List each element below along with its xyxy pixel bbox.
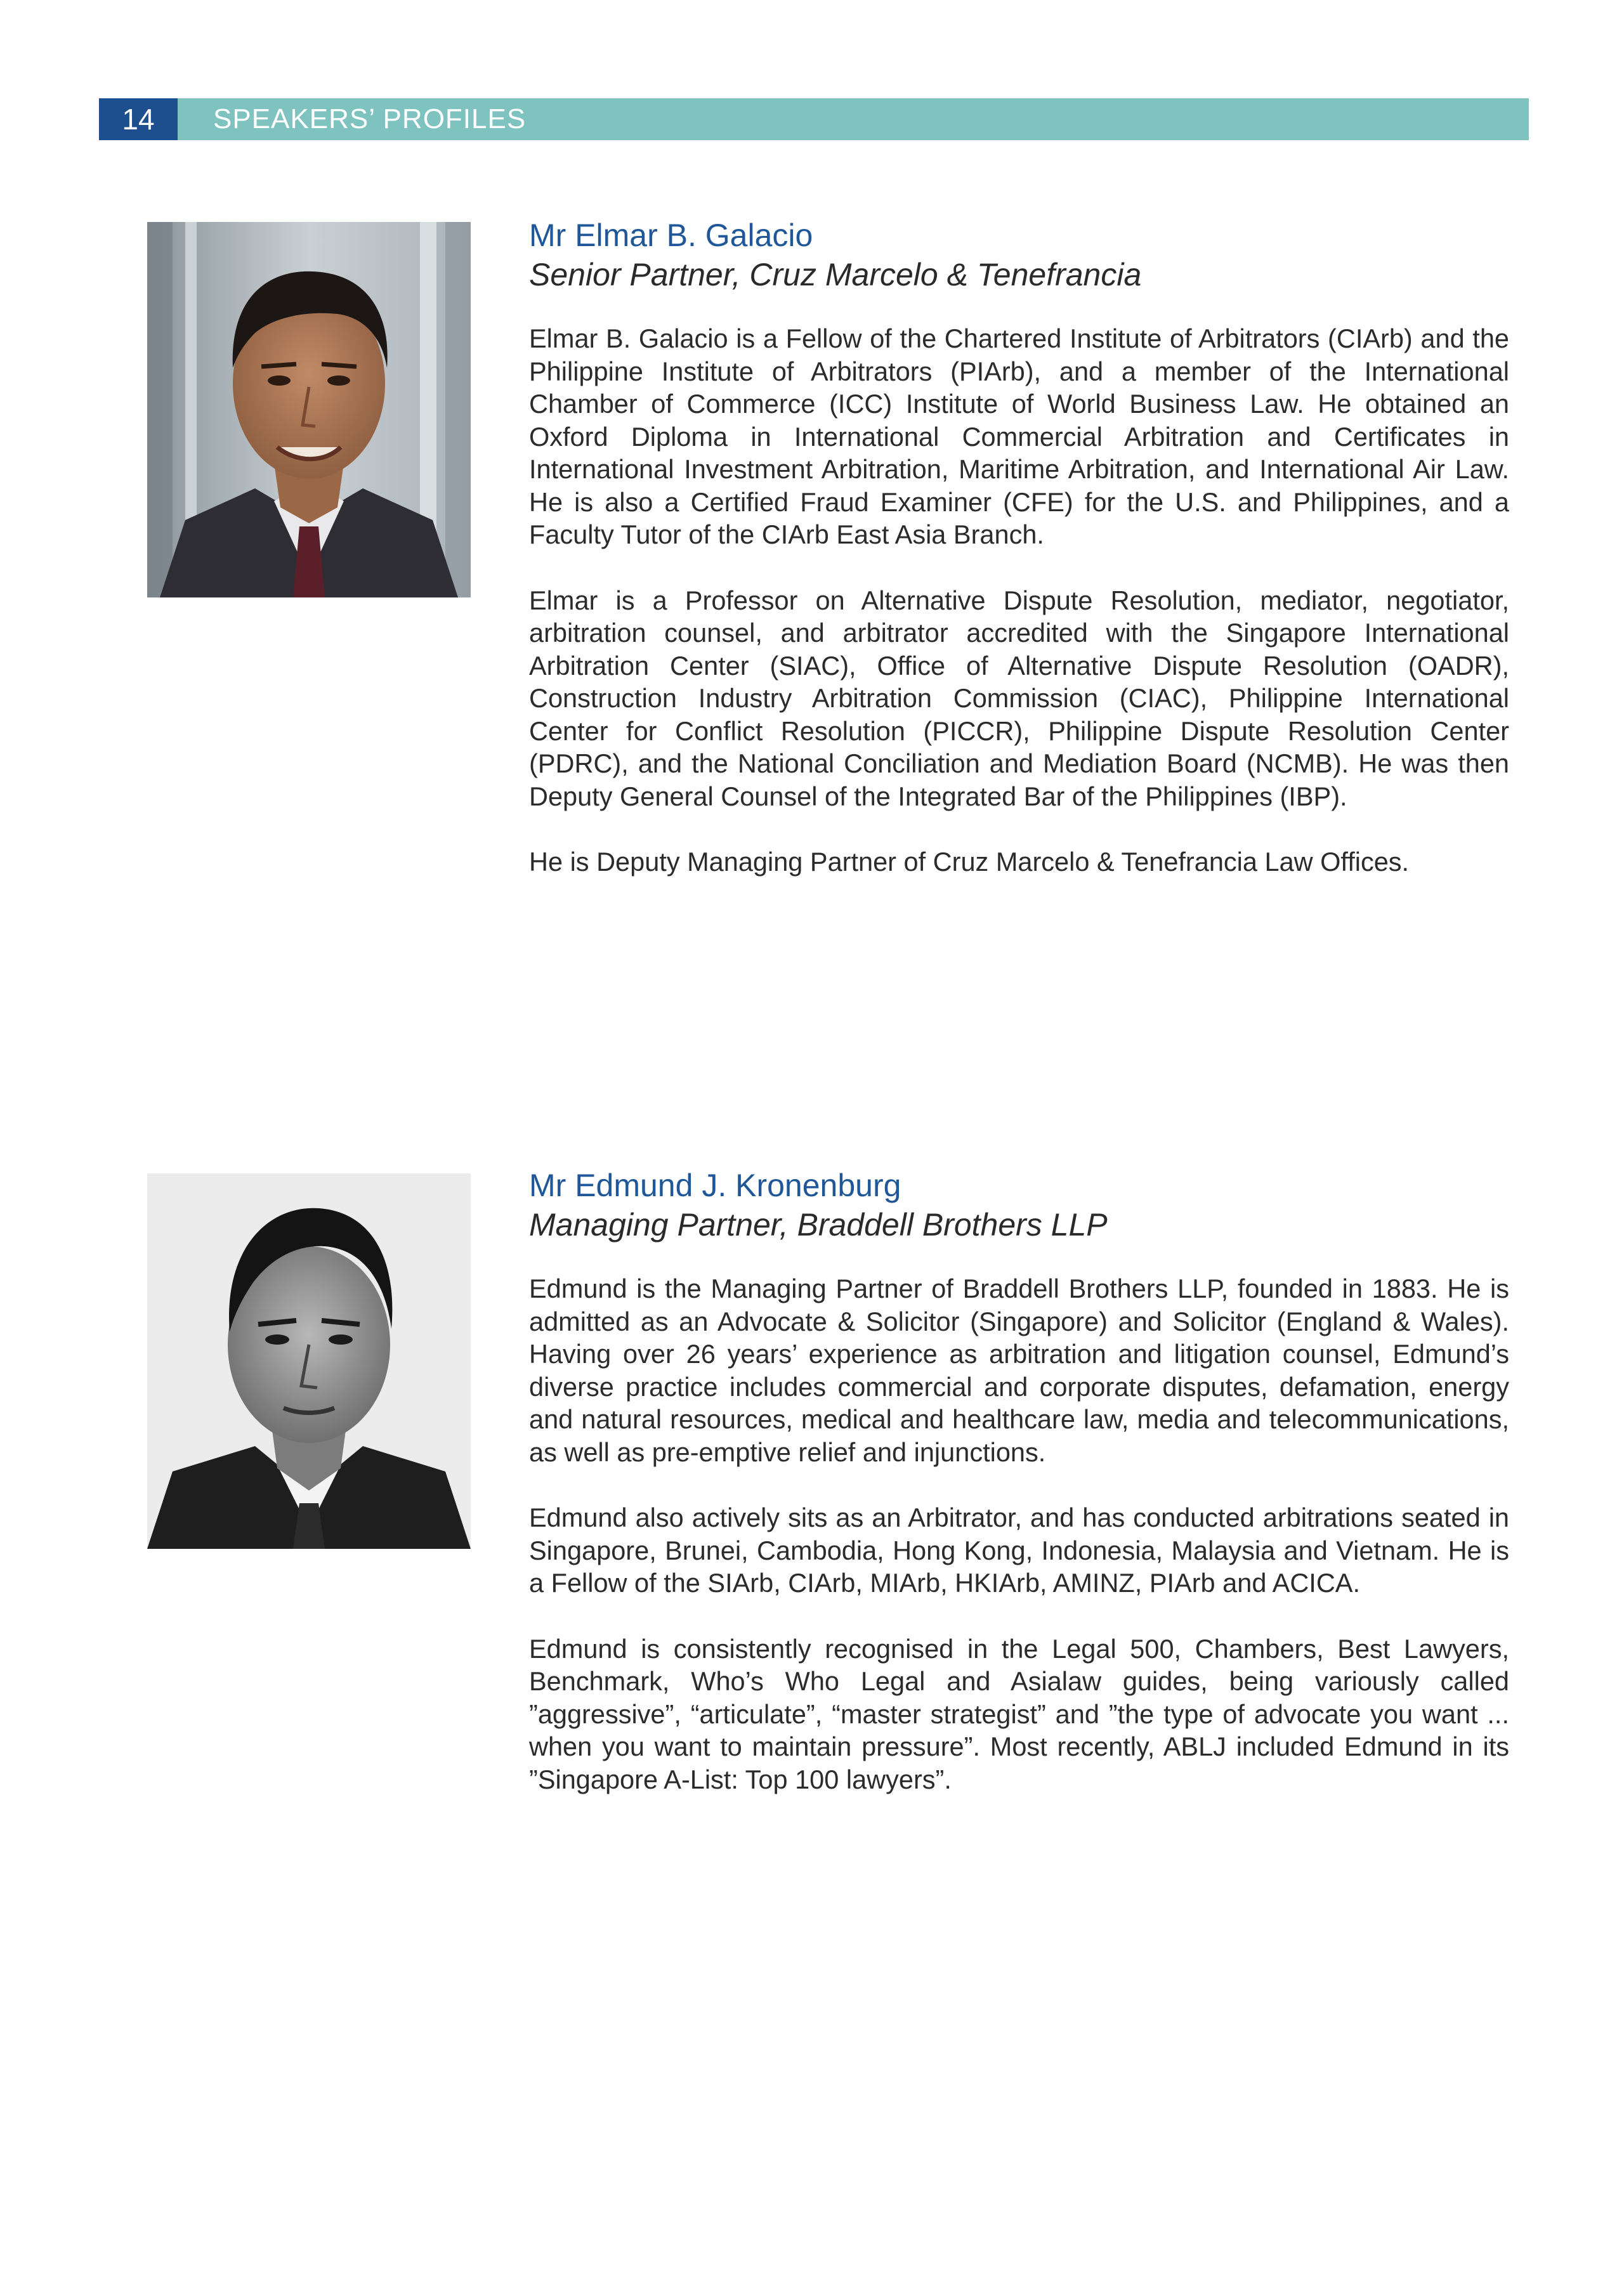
speaker-profile-kronenburg [529, 1166, 1509, 1829]
speaker-role: Managing Partner, Braddell Brothers LLP [529, 1207, 1108, 1243]
speaker-name: Mr Edmund J. Kronenburg [529, 1168, 901, 1203]
section-title: SPEAKERS’ PROFILES [213, 103, 527, 134]
speaker-photo-galacio [147, 222, 471, 597]
page-header [99, 98, 1529, 140]
speaker-profile-galacio [529, 216, 1509, 911]
bio-paragraph: Elmar is a Professor on Alternative Dispute Resolution, mediator, negotiator, arbitration counsel, and arbitrator accredited with the Singapore International Arbitration Center (SIAC), Office of Alternative Dispute Resolution (OADR), Construction Industry Arbitration Commission (CIAC), Philippine International Center for Conflict Resolution (PICCR), Philippine Dispute Resolution Center (PDRC), and the National Conciliation and Mediation Board (NCMB). He was then Deputy General Counsel of the Integrated Bar of the Philippines (IBP). [529, 585, 1509, 811]
bio-paragraph: He is Deputy Managing Partner of Cruz Marcelo & Tenefrancia Law Offices. [529, 847, 1410, 877]
speaker-role: Senior Partner, Cruz Marcelo & Tenefrancia [529, 257, 1142, 292]
speaker-name: Mr Elmar B. Galacio [529, 218, 813, 253]
bio-paragraph: Edmund is consistently recognised in the Legal 500, Chambers, Best Lawyers, Benchmark, Who’s Who Legal and Asialaw guides, being variously called ”aggressive”, “articulate”, “master strategist” and ”the type of advocate you want ... when you want to maintain pressure”. Most recently, ABLJ included Edmund in its ”Singapore A-List: Top 100 lawyers”. [529, 1633, 1509, 1794]
speaker-photo-kronenburg [147, 1173, 471, 1549]
page-number: 14 [99, 98, 178, 140]
bio-paragraph: Elmar B. Galacio is a Fellow of the Chartered Institute of Arbitrators (CIArb) and the Philippine Institute of Arbitrators (PIArb), and a member of the International Chamber of Commerce (ICC) Institute of World Business Law. He obtained an Oxford Diploma in International Commercial Arbitration and Certificates in International Investment Arbitration, Maritime Arbitration, and International Air Law. He is also a Certified Fraud Examiner (CFE) for the U.S. and Philippines, and a Faculty Tutor of the CIArb East Asia Branch. [529, 323, 1509, 549]
bio-paragraph: Edmund is the Managing Partner of Braddell Brothers LLP, founded in 1883. He is admitted as an Advocate & Solicitor (Singapore) and Solicitor (England & Wales). Having over 26 years’ experience as arbitration and litigation counsel, Edmund’s diverse practice includes commercial and corporate disputes, defamation, energy and natural resources, medical and healthcare law, media and telecommunications, as well as pre-emptive relief and injunctions. [529, 1274, 1509, 1467]
bio-paragraph: Edmund also actively sits as an Arbitrator, and has conducted arbitrations seated in Singapore, Brunei, Cambodia, Hong Kong, Indonesia, Malaysia and Vietnam. He is a Fellow of the SIArb, CIArb, MIArb, HKIArb, AMINZ, PIArb and ACICA. [529, 1503, 1509, 1598]
